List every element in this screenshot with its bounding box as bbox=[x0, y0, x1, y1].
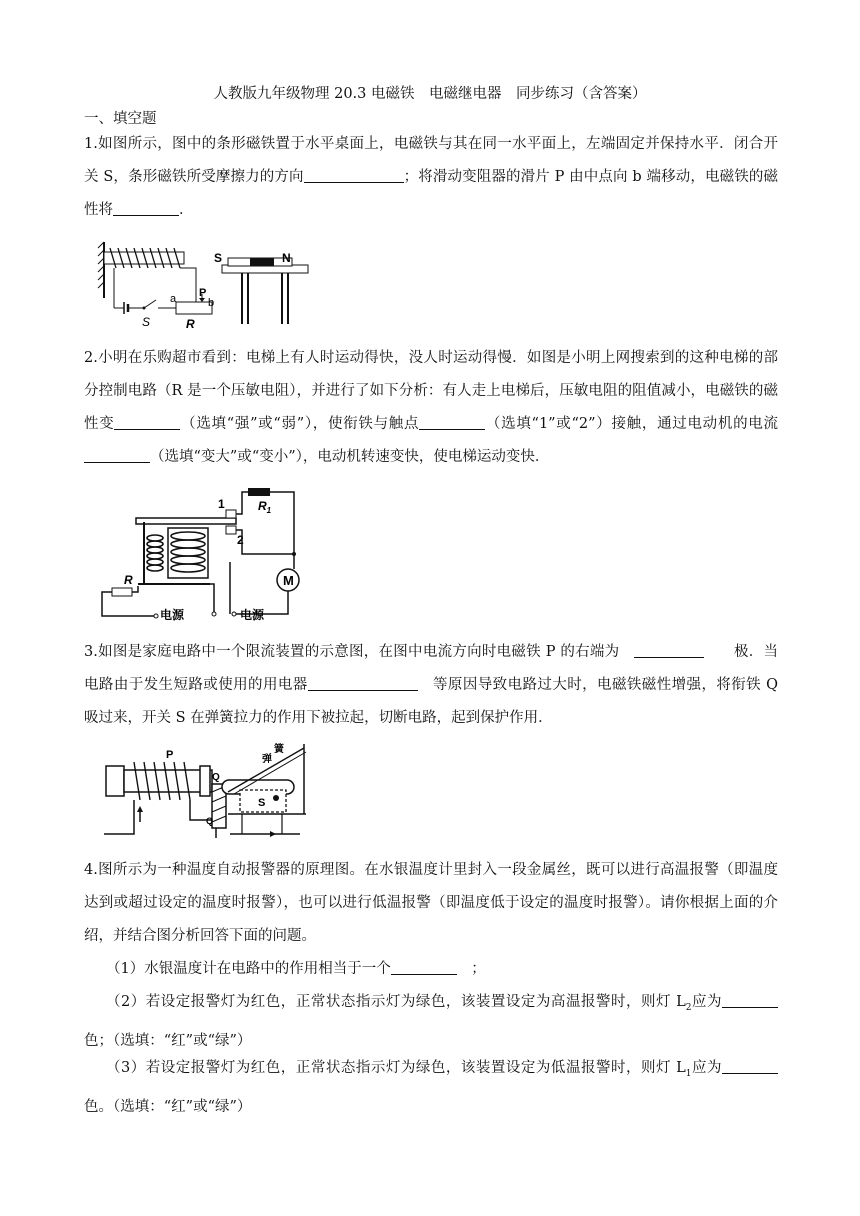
q1-fig-label-p: P bbox=[199, 287, 207, 299]
q4-s2-part2: 应为 bbox=[691, 994, 723, 1010]
q2-fig-label-m: M bbox=[283, 573, 294, 588]
q4-s3-part1: （3）若设定报警灯为红色，正常状态指示灯为绿色，该装置设定为低温报警时，则灯 L bbox=[106, 1060, 686, 1076]
q2-blank-1[interactable] bbox=[114, 414, 180, 430]
q4-blank-2[interactable] bbox=[722, 992, 778, 1008]
q3-blank-2[interactable] bbox=[308, 675, 418, 691]
q2-part4: （选填“变大”或“变小”），电动机转速变快，使电梯运动变快． bbox=[150, 449, 550, 465]
q2-part2: （选填“强”或“弱”），使衔铁与触点 bbox=[180, 416, 420, 432]
q1-fig-label-magnet-s: S bbox=[214, 251, 223, 265]
q2-fig-label-1: 1 bbox=[218, 497, 225, 511]
q2-blank-2[interactable] bbox=[419, 414, 485, 430]
q4-s2-sub: 2 bbox=[685, 1002, 692, 1013]
q2-fig-label-r1: $R_1$ bbox=[258, 499, 272, 515]
q1-fig-label-a: a bbox=[170, 293, 177, 305]
q1-fig-label-magnet-n: N bbox=[282, 251, 291, 265]
q4-blank-1[interactable] bbox=[391, 959, 457, 975]
q1-fig-label-r: R bbox=[186, 317, 195, 331]
q4-s1-part2: ； bbox=[471, 961, 486, 977]
q4-subquestion-2 bbox=[84, 986, 778, 1058]
q3-fig-label-spring-2: 簧 bbox=[274, 744, 284, 755]
q3-fig-label-q-bottom: Q bbox=[206, 816, 214, 826]
section-heading: 一、填空题 bbox=[84, 111, 157, 127]
q4-s3-sub: 1 bbox=[685, 1068, 692, 1079]
q3-part2: 极．当电路由于发生短路或使用的用电器 bbox=[84, 644, 779, 693]
question-4-text: 4.图所示为一种温度自动报警器的原理图。在水银温度计里封入一段金属丝，既可以进行高温报警（即温度达到或超过设定的温度时报警），也可以进行低温报警（即温度低于设定的温度时报警）。请你根据上面的介绍，并结合图分析回答下面的问题。 bbox=[84, 862, 778, 944]
q2-fig-label-r: R bbox=[124, 573, 133, 587]
q1-blank-1[interactable] bbox=[304, 167, 404, 183]
q1-fig-label-s: S bbox=[142, 315, 151, 329]
q2-fig-label-power-2: 电源 bbox=[240, 608, 265, 622]
q1-part1: 1.如图所示，图中的条形磁铁置于水平桌面上，电磁铁与其在同一水平面上，左端固定并保持水平．闭合开关 S，条形磁铁所受摩擦力的方向 bbox=[84, 136, 778, 185]
q3-part3: 等原因导致电路过大时，电磁铁磁性增强，将衔铁 Q 吸过来，开关 S 在弹簧拉力的作用下被拉起，切断电路，起到保护作用． bbox=[84, 677, 778, 726]
q2-blank-3[interactable] bbox=[84, 447, 150, 463]
q1-part3: ． bbox=[179, 202, 194, 218]
q4-s3-part2: 应为 bbox=[691, 1060, 723, 1076]
q1-fig-label-b: b bbox=[208, 297, 215, 309]
q4-subquestion-3 bbox=[84, 1052, 778, 1124]
page-title: 人教版九年级物理 20.3 电磁铁 电磁继电器 同步练习（含答案） bbox=[213, 86, 647, 102]
q3-fig-label-spring-1: 弹 bbox=[262, 754, 272, 765]
q4-s2-part3: 色；（选填：“红”或“绿”） bbox=[84, 1032, 252, 1049]
q1-part2: ；将滑动变阻器的滑片 P 由中点向 b 端移动，电磁铁的磁性将 bbox=[84, 169, 778, 218]
question-2-text bbox=[84, 342, 778, 474]
question-3-text bbox=[84, 636, 778, 735]
q3-fig-label-s: S bbox=[258, 797, 266, 809]
q2-part1: 2.小明在乐购超市看到：电梯上有人时运动得快，没人时运动得慢．如图是小明上网搜索到的这种电梯的部分控制电路（R 是一个压敏电阻），并进行了如下分析：有人走上电梯后，压敏电阻的阻值减小，电磁铁的磁性变 bbox=[84, 350, 778, 432]
q2-fig-label-power-1: 电源 bbox=[160, 608, 185, 622]
q4-subquestion-1 bbox=[84, 953, 778, 986]
q1-blank-2[interactable] bbox=[113, 200, 179, 216]
q2-fig-label-2: 2 bbox=[237, 533, 244, 547]
q1-figure bbox=[96, 238, 316, 334]
q2-figure bbox=[98, 488, 318, 624]
q3-fig-label-p: P bbox=[166, 749, 174, 761]
q4-s3-part3: 色。（选填：“红”或“绿”） bbox=[84, 1098, 252, 1115]
question-1-text bbox=[84, 128, 778, 227]
q4-s1-part1: （1）水银温度计在电路中的作用相当于一个 bbox=[106, 961, 391, 977]
q2-part3: （选填“1”或“2”）接触，通过电动机的电流 bbox=[485, 416, 779, 432]
q3-figure bbox=[100, 742, 320, 840]
q3-blank-1[interactable] bbox=[634, 642, 704, 658]
q4-blank-3[interactable] bbox=[722, 1058, 778, 1074]
q3-fig-label-q-top: Q bbox=[212, 772, 220, 783]
q3-part1: 3.如图是家庭电路中一个限流装置的示意图，在图中电流方向时电磁铁 P 的右端为 bbox=[84, 644, 620, 660]
q4-s2-part1: （2）若设定报警灯为红色，正常状态指示灯为绿色，该装置设定为高温报警时，则灯 L bbox=[106, 994, 686, 1010]
